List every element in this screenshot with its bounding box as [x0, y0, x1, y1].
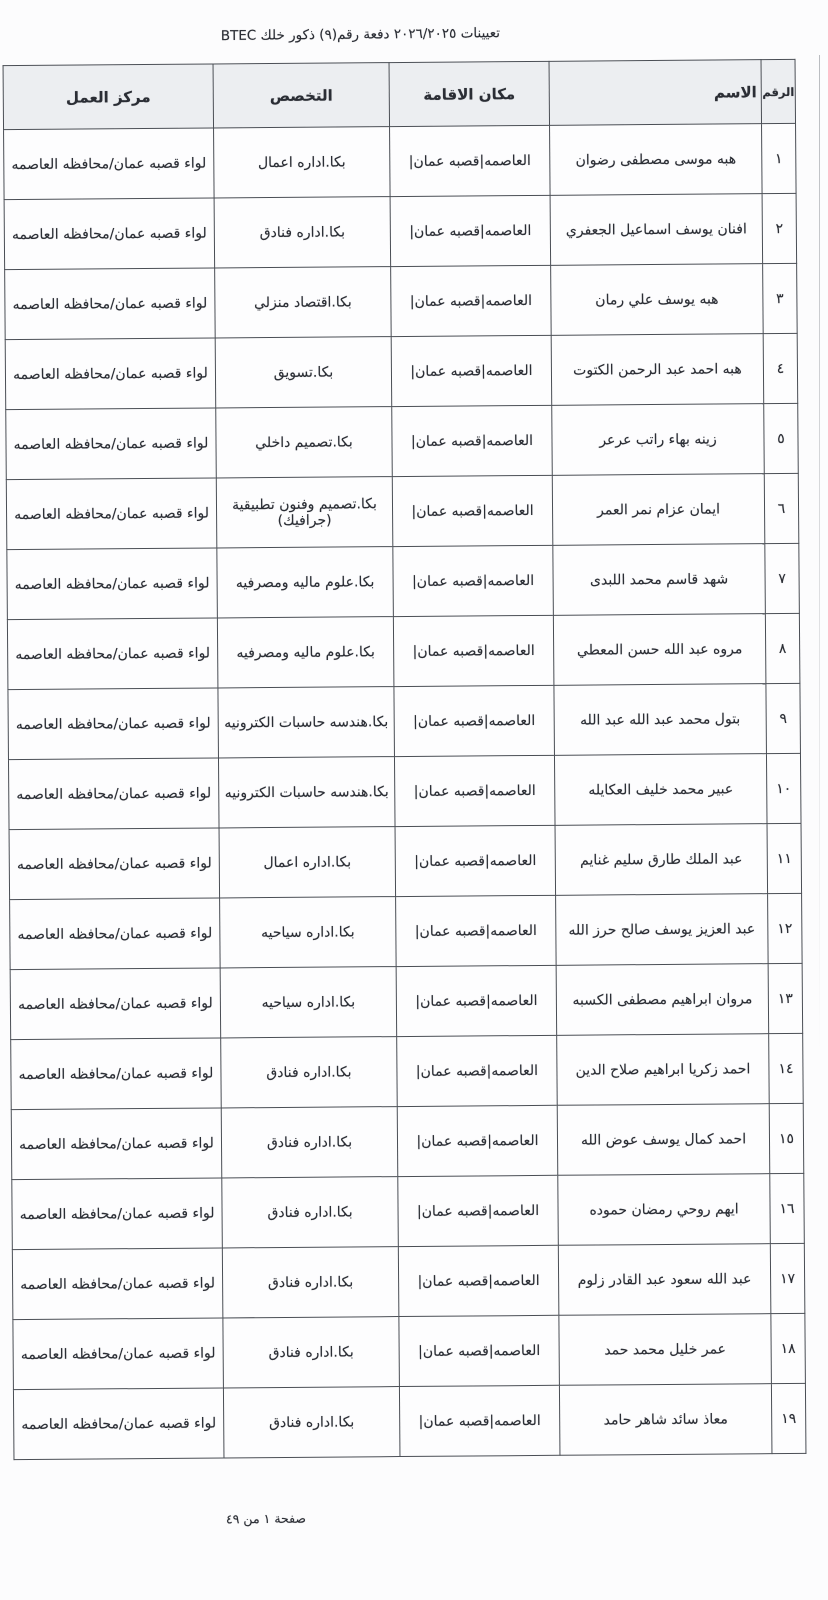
cell-residence: العاصمه|قصبه عمان| — [398, 1175, 559, 1246]
cell-number: ١٣ — [768, 963, 803, 1033]
cell-number: ٧ — [765, 543, 800, 613]
cell-residence: العاصمه|قصبه عمان| — [397, 1035, 558, 1106]
cell-number: ٦ — [764, 473, 799, 543]
cell-number: ١٦ — [770, 1173, 805, 1243]
table-row — [5, 333, 798, 409]
cell-name: هبه موسى مصطفى رضوان — [550, 124, 763, 196]
cell-specialization: بكا.هندسه حاسبات الكترونيه — [218, 687, 395, 758]
cell-specialization: بكا.تصميم وفنون تطبيقية (جرافيك) — [216, 477, 393, 548]
cell-name: ايهم روحي رمضان حموده — [558, 1174, 771, 1246]
cell-work-center: لواء قصبه عمان/محافظه العاصمه — [12, 1178, 223, 1250]
cell-name: عبد الله سعود عبد القادر زلوم — [558, 1244, 771, 1316]
cell-residence: العاصمه|قصبه عمان| — [393, 545, 554, 616]
cell-specialization: بكا.اداره فنادق — [223, 1387, 400, 1458]
cell-residence: العاصمه|قصبه عمان| — [392, 475, 553, 546]
cell-specialization: بكا.اقتصاد منزلي — [215, 267, 392, 338]
cell-number: ٤ — [763, 333, 798, 403]
cell-work-center: لواء قصبه عمان/محافظه العاصمه — [13, 1318, 224, 1390]
cell-number: ١٢ — [768, 893, 803, 963]
table-row — [7, 613, 800, 689]
cell-work-center: لواء قصبه عمان/محافظه العاصمه — [6, 408, 217, 480]
cell-specialization: بكا.اداره سياحيه — [220, 967, 397, 1038]
cell-name: بتول محمد عبد الله عبد الله — [554, 684, 767, 756]
table-row — [13, 1313, 806, 1389]
cell-residence: العاصمه|قصبه عمان| — [399, 1315, 560, 1386]
cell-number: ١ — [762, 123, 797, 193]
cell-work-center: لواء قصبه عمان/محافظه العاصمه — [5, 338, 216, 410]
cell-name: عبد الملك طارق سليم غنايم — [555, 824, 768, 896]
cell-specialization: بكا.اداره فنادق — [221, 1037, 398, 1108]
cell-residence: العاصمه|قصبه عمان| — [399, 1385, 560, 1456]
table-row — [8, 753, 801, 829]
cell-work-center: لواء قصبه عمان/محافظه العاصمه — [8, 688, 219, 760]
cell-specialization: بكا.تسويق — [215, 337, 392, 408]
cell-residence: العاصمه|قصبه عمان| — [397, 1105, 558, 1176]
cell-name: احمد كمال يوسف عوض الله — [557, 1104, 770, 1176]
cell-name: زينه بهاء راتب عرعر — [552, 404, 765, 476]
cell-number: ٨ — [765, 613, 800, 683]
table-row — [12, 1243, 805, 1319]
table-row — [11, 1103, 804, 1179]
cell-residence: العاصمه|قصبه عمان| — [394, 755, 555, 826]
cell-residence: العاصمه|قصبه عمان| — [392, 405, 553, 476]
col-header-residence: مكان الاقامة — [389, 61, 549, 126]
cell-name: عمر خليل محمد حمد — [559, 1314, 772, 1386]
cell-name: مروه عبد الله حسن المعطي — [553, 614, 766, 686]
cell-residence: العاصمه|قصبه عمان| — [396, 895, 557, 966]
col-header-name: الاسم — [549, 60, 761, 126]
appointments-table — [3, 59, 807, 1460]
cell-specialization: بكا.اداره فنادق — [214, 197, 391, 268]
cell-work-center: لواء قصبه عمان/محافظه العاصمه — [13, 1388, 224, 1460]
cell-specialization: بكا.اداره اعمال — [214, 127, 391, 198]
cell-work-center: لواء قصبه عمان/محافظه العاصمه — [9, 828, 220, 900]
table-body — [4, 123, 806, 1459]
col-header-number: الرقم — [761, 59, 796, 123]
table-row — [12, 1173, 805, 1249]
cell-work-center: لواء قصبه عمان/محافظه العاصمه — [12, 1248, 223, 1320]
cell-residence: العاصمه|قصبه عمان| — [398, 1245, 559, 1316]
table-row — [10, 893, 803, 969]
table-row — [11, 1033, 804, 1109]
cell-work-center: لواء قصبه عمان/محافظه العاصمه — [6, 478, 217, 550]
col-header-specialization: التخصص — [213, 63, 389, 128]
cell-residence: العاصمه|قصبه عمان| — [391, 335, 552, 406]
cell-work-center: لواء قصبه عمان/محافظه العاصمه — [7, 618, 218, 690]
cell-number: ٢ — [762, 193, 797, 263]
cell-specialization: بكا.تصميم داخلي — [216, 407, 393, 478]
cell-residence: العاصمه|قصبه عمان| — [390, 195, 551, 266]
cell-number: ٣ — [763, 263, 798, 333]
table-row — [4, 193, 797, 269]
cell-specialization: بكا.اداره اعمال — [219, 827, 396, 898]
cell-specialization: بكا.علوم ماليه ومصرفيه — [217, 547, 394, 618]
cell-work-center: لواء قصبه عمان/محافظه العاصمه — [11, 1108, 222, 1180]
cell-work-center: لواء قصبه عمان/محافظه العاصمه — [10, 968, 221, 1040]
cell-number: ٩ — [766, 683, 801, 753]
cell-name: عبير محمد خليف العكايله — [554, 754, 767, 826]
cell-number: ١٥ — [769, 1103, 804, 1173]
header-row — [3, 59, 795, 129]
cell-residence: العاصمه|قصبه عمان| — [390, 125, 551, 196]
cell-name: مروان ابراهيم مصطفى الكسبه — [556, 964, 769, 1036]
table-row — [8, 683, 801, 759]
cell-residence: العاصمه|قصبه عمان| — [394, 685, 555, 756]
cell-number: ١٤ — [769, 1033, 804, 1103]
table-row — [10, 963, 803, 1039]
cell-work-center: لواء قصبه عمان/محافظه العاصمه — [4, 128, 215, 200]
cell-name: شهد قاسم محمد اللبدى — [553, 544, 766, 616]
cell-work-center: لواء قصبه عمان/محافظه العاصمه — [10, 898, 221, 970]
cell-number: ١٧ — [770, 1243, 805, 1313]
cell-number: ٥ — [764, 403, 799, 473]
cell-number: ١٨ — [771, 1313, 806, 1383]
cell-specialization: بكا.اداره فنادق — [222, 1247, 399, 1318]
document-title: تعيينات ٢٠٢٦/٢٠٢٥ دفعة رقم(٩) ذكور خلك BTEC — [220, 25, 501, 45]
cell-work-center: لواء قصبه عمان/محافظه العاصمه — [5, 268, 216, 340]
cell-residence: العاصمه|قصبه عمان| — [396, 965, 557, 1036]
cell-number: ١٠ — [766, 753, 801, 823]
cell-work-center: لواء قصبه عمان/محافظه العاصمه — [4, 198, 215, 270]
cell-residence: العاصمه|قصبه عمان| — [395, 825, 556, 896]
cell-specialization: بكا.علوم ماليه ومصرفيه — [217, 617, 394, 688]
table-row — [9, 823, 802, 899]
cell-name: ايمان عزام نمر العمر — [552, 474, 765, 546]
cell-number: ١١ — [767, 823, 802, 893]
cell-number: ١٩ — [771, 1383, 806, 1453]
cell-name: معاذ سائد شاهر حامد — [559, 1384, 772, 1456]
cell-name: احمد زكريا ابراهيم صلاح الدين — [557, 1034, 770, 1106]
table-row — [7, 543, 800, 619]
table-row — [5, 263, 798, 339]
scan-page-edge-line — [819, 55, 820, 1055]
cell-residence: العاصمه|قصبه عمان| — [391, 265, 552, 336]
cell-name: هبه يوسف علي رمان — [551, 264, 764, 336]
cell-specialization: بكا.اداره فنادق — [223, 1317, 400, 1388]
cell-specialization: بكا.اداره فنادق — [221, 1107, 398, 1178]
cell-work-center: لواء قصبه عمان/محافظه العاصمه — [11, 1038, 222, 1110]
table-row — [6, 403, 799, 479]
cell-name: عبد العزيز يوسف صالح حرز الله — [556, 894, 769, 966]
table-row — [13, 1383, 806, 1459]
appointments-table-wrap — [3, 59, 806, 1460]
col-header-work-center: مركز العمل — [3, 64, 213, 130]
cell-name: افنان يوسف اسماعيل الجعفري — [550, 194, 763, 266]
cell-work-center: لواء قصبه عمان/محافظه العاصمه — [8, 758, 219, 830]
cell-specialization: بكا.اداره سياحيه — [220, 897, 397, 968]
cell-residence: العاصمه|قصبه عمان| — [393, 615, 554, 686]
page-number-footer: صفحة ١ من ٤٩ — [225, 1510, 307, 1527]
cell-specialization: بكا.هندسه حاسبات الكترونيه — [218, 757, 395, 828]
cell-name: هبه احمد عبد الرحمن الكتوت — [551, 334, 764, 406]
cell-work-center: لواء قصبه عمان/محافظه العاصمه — [7, 548, 218, 620]
cell-specialization: بكا.اداره فنادق — [222, 1177, 399, 1248]
table-row — [4, 123, 797, 199]
table-row — [6, 473, 799, 549]
